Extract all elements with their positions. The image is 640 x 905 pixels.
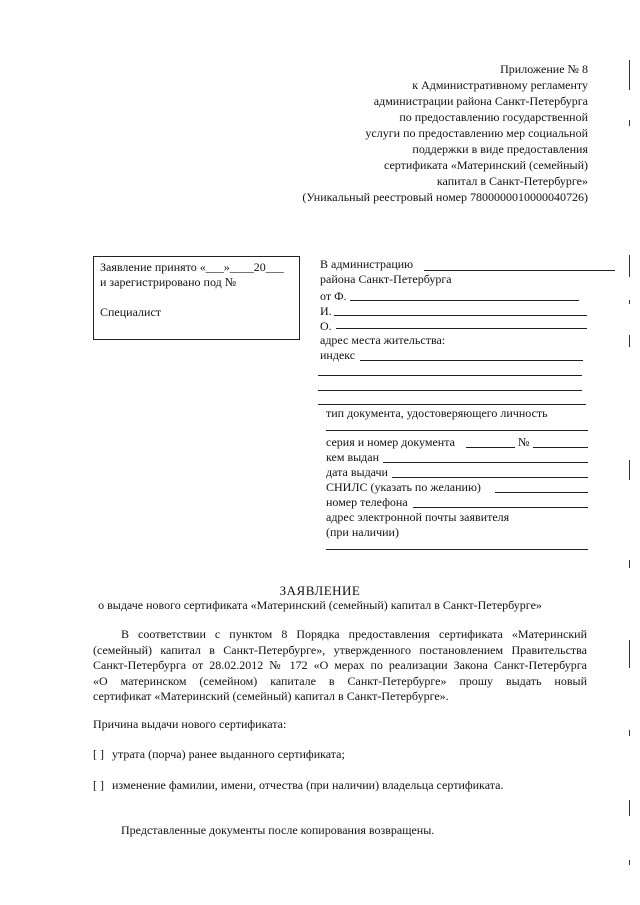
address-label: адрес места жительства:	[320, 333, 446, 347]
registration-accepted-text: Заявление принято «___»____20___	[100, 260, 284, 274]
from-surname-label: от Ф.	[320, 289, 347, 303]
body-line-3: Санкт-Петербурга от 28.02.2012 № 172 «О мерах по реализации Закона Санкт-Петербурга	[93, 658, 587, 672]
doc-type-field[interactable]	[326, 430, 588, 431]
specialist-label: Специалист	[100, 305, 162, 319]
issued-by-field[interactable]	[383, 462, 588, 463]
patronymic-label: О.	[320, 319, 332, 333]
to-admin-label: В администрацию	[320, 257, 414, 271]
issue-date-field[interactable]	[392, 477, 588, 478]
email-note: (при наличии)	[326, 525, 399, 539]
number-sign: №	[518, 435, 530, 449]
issue-date-label: дата выдачи	[326, 465, 388, 479]
header-line-2: к Административному регламенту	[412, 78, 588, 92]
header-line-9: (Уникальный реестровый номер 7800000010000040726)	[302, 190, 588, 204]
admin-name-field[interactable]	[424, 270, 615, 271]
reason-label: Причина выдачи нового сертификата:	[93, 717, 287, 731]
doc-number-field[interactable]	[533, 447, 588, 448]
registration-box	[93, 256, 300, 340]
option-name-change-label: изменение фамилии, имени, отчества (при наличии) владельца сертификата.	[112, 778, 504, 792]
header-line-7: сертификата «Материнский (семейный)	[383, 158, 588, 172]
header-line-3: администрации района Санкт-Петербурга	[373, 94, 588, 108]
series-field[interactable]	[466, 447, 515, 448]
statement-paragraph	[93, 627, 587, 705]
document-subtitle: о выдаче нового сертификата «Материнский (семейный) капитал в Санкт-Петербурге»	[98, 598, 542, 612]
patronymic-field[interactable]	[336, 328, 587, 329]
body-line-4: «О материнском (семейном) капитале в Санкт-Петербурге» прошу выдать новый	[93, 673, 587, 688]
series-number-label: серия и номер документа	[326, 435, 455, 449]
checkbox-loss[interactable]: [ ]	[93, 747, 104, 761]
issued-by-label: кем выдан	[326, 450, 380, 464]
header-line-5: услуги по предоставлению мер социальной	[365, 126, 588, 140]
header-line-4: по предоставлению государственной	[399, 110, 588, 124]
index-label: индекс	[320, 348, 356, 362]
body-line-5: сертификат «Материнский (семейный) капитал в Санкт-Петербурге».	[93, 689, 449, 703]
snils-field[interactable]	[495, 492, 588, 493]
address-line-1[interactable]	[318, 375, 582, 376]
district-label: района Санкт-Петербурга	[320, 272, 452, 286]
address-line-3[interactable]	[318, 404, 586, 405]
footer-note: Представленные документы после копирования возвращены.	[121, 823, 435, 837]
registration-number-text: и зарегистрировано под №	[100, 275, 237, 289]
email-label: адрес электронной почты заявителя	[326, 510, 510, 524]
surname-field[interactable]	[350, 300, 579, 301]
header-line-6: поддержки в виде предоставления	[412, 142, 588, 156]
address-line-2[interactable]	[318, 390, 582, 391]
option-loss-label: утрата (порча) ранее выданного сертификата;	[112, 747, 345, 761]
doc-type-label: тип документа, удостоверяющего личность	[326, 406, 548, 420]
email-field[interactable]	[326, 549, 588, 550]
body-line-1: В соответствии с пунктом 8 Порядка предоставления сертификата «Материнский	[121, 627, 587, 641]
header-line-8: капитал в Санкт-Петербурге»	[436, 174, 588, 188]
phone-label: номер телефона	[326, 495, 408, 509]
name-label: И.	[320, 304, 332, 318]
index-field[interactable]	[360, 360, 583, 361]
header-line-1: Приложение № 8	[500, 62, 588, 76]
phone-field[interactable]	[413, 507, 588, 508]
checkbox-name-change[interactable]: [ ]	[93, 778, 104, 792]
snils-label: СНИЛС (указать по желанию)	[326, 480, 481, 494]
name-field[interactable]	[334, 315, 587, 316]
body-line-2: (семейный) капитал в Санкт-Петербурге», утвержденного постановлением Правительства	[93, 642, 587, 657]
document-title: ЗАЯВЛЕНИЕ	[279, 583, 361, 598]
